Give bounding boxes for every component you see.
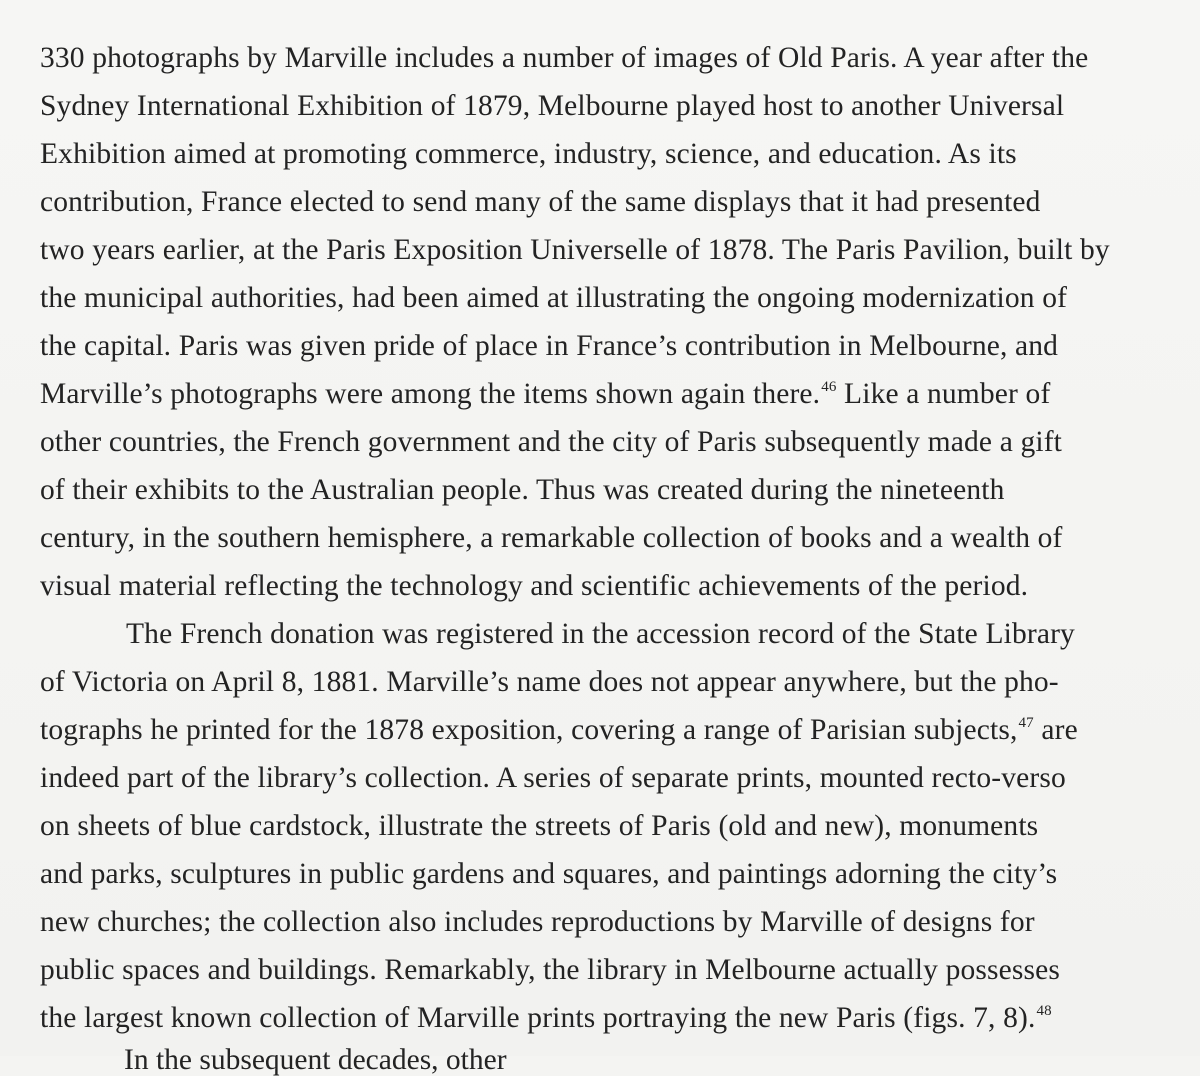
text-line: of their exhibits to the Australian people. Thus was created during the nineteenth xyxy=(40,474,1005,506)
text-line: on sheets of blue cardstock, illustrate the streets of Paris (old and new), monuments xyxy=(40,810,1039,842)
footnote-marker-46: 46 xyxy=(821,379,837,395)
footnote-marker-47: 47 xyxy=(1018,715,1034,731)
text-line: Sydney International Exhibition of 1879, Melbourne played host to another Universal xyxy=(40,90,1065,122)
text-line: The French donation was registered in the accession record of the State Library xyxy=(126,618,1075,650)
text-segment: tographs he printed for the 1878 exposition, covering a range of Parisian subjects, xyxy=(40,714,1018,746)
text-line: the municipal authorities, had been aimed at illustrating the ongoing modernization of xyxy=(40,282,1068,314)
text-line: century, in the southern hemisphere, a remarkable collection of books and a wealth of xyxy=(40,522,1063,554)
text-segment: are xyxy=(1033,714,1078,746)
text-line: contribution, France elected to send many of the same displays that it had presented xyxy=(40,186,1041,218)
text-line: visual material reflecting the technology and scientific achievements of the period. xyxy=(40,570,1029,602)
text-segment: the largest known collection of Marville prints portraying the new Paris (figs. 7, 8). xyxy=(40,1002,1036,1034)
text-line: of Victoria on April 8, 1881. Marville’s name does not appear anywhere, but the pho- xyxy=(40,666,1059,698)
text-segment: Like a number of xyxy=(836,378,1051,410)
text-line: Exhibition aimed at promoting commerce, industry, science, and education. As its xyxy=(40,138,1017,170)
text-line: public spaces and buildings. Remarkably, the library in Melbourne actually possesses xyxy=(40,954,1061,986)
text-line xyxy=(40,716,1078,746)
text-line: other countries, the French government and the city of Paris subsequently made a gift xyxy=(40,426,1063,458)
text-line: 330 photographs by Marville includes a number of images of Old Paris. A year after the xyxy=(40,42,1089,74)
text-line: the capital. Paris was given pride of place in France’s contribution in Melbourne, and xyxy=(40,330,1059,362)
text-line: two years earlier, at the Paris Exposition Universelle of 1878. The Paris Pavilion, built by xyxy=(40,234,1110,266)
text-line: new churches; the collection also includes reproductions by Marville of designs for xyxy=(40,906,1035,938)
text-line xyxy=(40,380,1050,410)
text-segment: Marville’s photographs were among the items shown again there. xyxy=(40,378,821,410)
footnote-marker-48: 48 xyxy=(1036,1003,1052,1019)
text-line xyxy=(40,1004,1052,1034)
text-line: and parks, sculptures in public gardens and squares, and paintings adorning the city’s xyxy=(40,858,1058,890)
text-line: indeed part of the library’s collection. A series of separate prints, mounted recto-verso xyxy=(40,762,1066,794)
cut-off-line: In the subsequent decades, other xyxy=(124,1044,507,1076)
